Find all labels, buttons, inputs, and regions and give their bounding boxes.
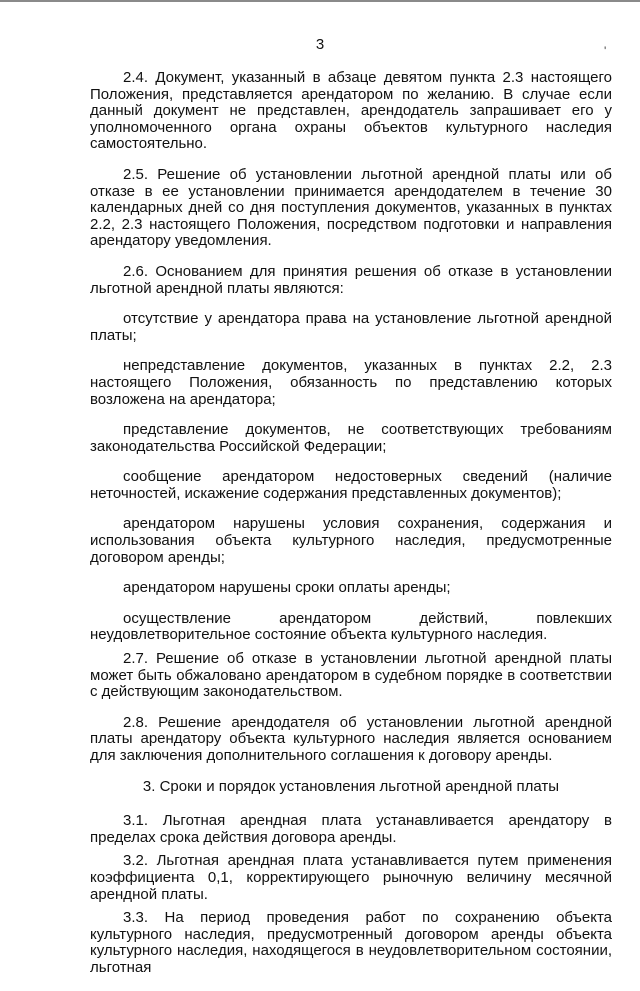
top-border-line bbox=[0, 0, 640, 2]
refusal-ground-no-right: отсутствие у арендатора права на установление льготной арендной платы; bbox=[90, 310, 612, 344]
paragraph-3-1: 3.1. Льготная арендная плата устанавливается арендатору в пределах срока действия договора аренды. bbox=[90, 812, 612, 846]
refusal-ground-unsatisfactory-state: осуществление арендатором действий, повлекших неудовлетворительное состояние объекта культурного наследия. bbox=[90, 609, 612, 644]
corner-mark: ' bbox=[604, 44, 607, 58]
page-number: 3 bbox=[315, 36, 325, 53]
paragraph-3-2: 3.2. Льготная арендная плата устанавливается путем применения коэффициента 0,1, корректирующего рыночную величину месячной арендной платы. bbox=[90, 852, 612, 903]
refusal-ground-conditions-violated: арендатором нарушены условия сохранения, содержания и использования объекта культурного наследия, предусмотренные договором аренды; bbox=[90, 515, 612, 566]
refusal-ground-payment-terms-violated: арендатором нарушены сроки оплаты аренды; bbox=[123, 579, 451, 597]
refusal-ground-missing-documents: непредставление документов, указанных в пунктах 2.2, 2.3 настоящего Положения, обязанность по представлению которых возложена на арендатора; bbox=[90, 357, 612, 408]
refusal-ground-non-compliant-documents: представление документов, не соответствующих требованиям законодательства Российской Федерации; bbox=[90, 421, 612, 455]
section-3-heading: 3. Сроки и порядок установления льготной арендной платы bbox=[142, 777, 560, 795]
paragraph-3-3: 3.3. На период проведения работ по сохранению объекта культурного наследия, предусмотренный договором аренды объекта культурного наследия, находящегося в неудовлетворительном состоянии, льготная bbox=[90, 909, 612, 976]
paragraph-2-4: 2.4. Документ, указанный в абзаце девятом пункта 2.3 настоящего Положения, представляется арендатором по желанию. В случае если данный документ не представлен, арендодатель запрашивает его у уполномоченного органа охраны объектов культурного наследия самостоятельно. bbox=[90, 69, 612, 153]
refusal-ground-false-information: сообщение арендатором недостоверных сведений (наличие неточностей, искажение содержания представленных документов); bbox=[90, 468, 612, 502]
paragraph-2-8: 2.8. Решение арендодателя об установлении льготной арендной платы арендатору объекта культурного наследия является основанием для заключения дополнительного соглашения к договору аренды. bbox=[90, 713, 612, 764]
document-body bbox=[90, 70, 612, 991]
paragraph-2-6: 2.6. Основанием для принятия решения об отказе в установлении льготной арендной платы являются: bbox=[90, 262, 612, 297]
paragraph-2-5: 2.5. Решение об установлении льготной арендной платы или об отказе в ее установлении принимается арендодателем в течение 30 календарных дней со дня поступления документов, указанных в пунктах 2.2, 2.3 настоящего Положения, посредством подготовки и направления арендатору уведомления. bbox=[90, 165, 612, 250]
paragraph-2-7: 2.7. Решение об отказе в установлении льготной арендной платы может быть обжаловано арендатором в судебном порядке в соответствии с действующим законодательством. bbox=[90, 650, 612, 701]
